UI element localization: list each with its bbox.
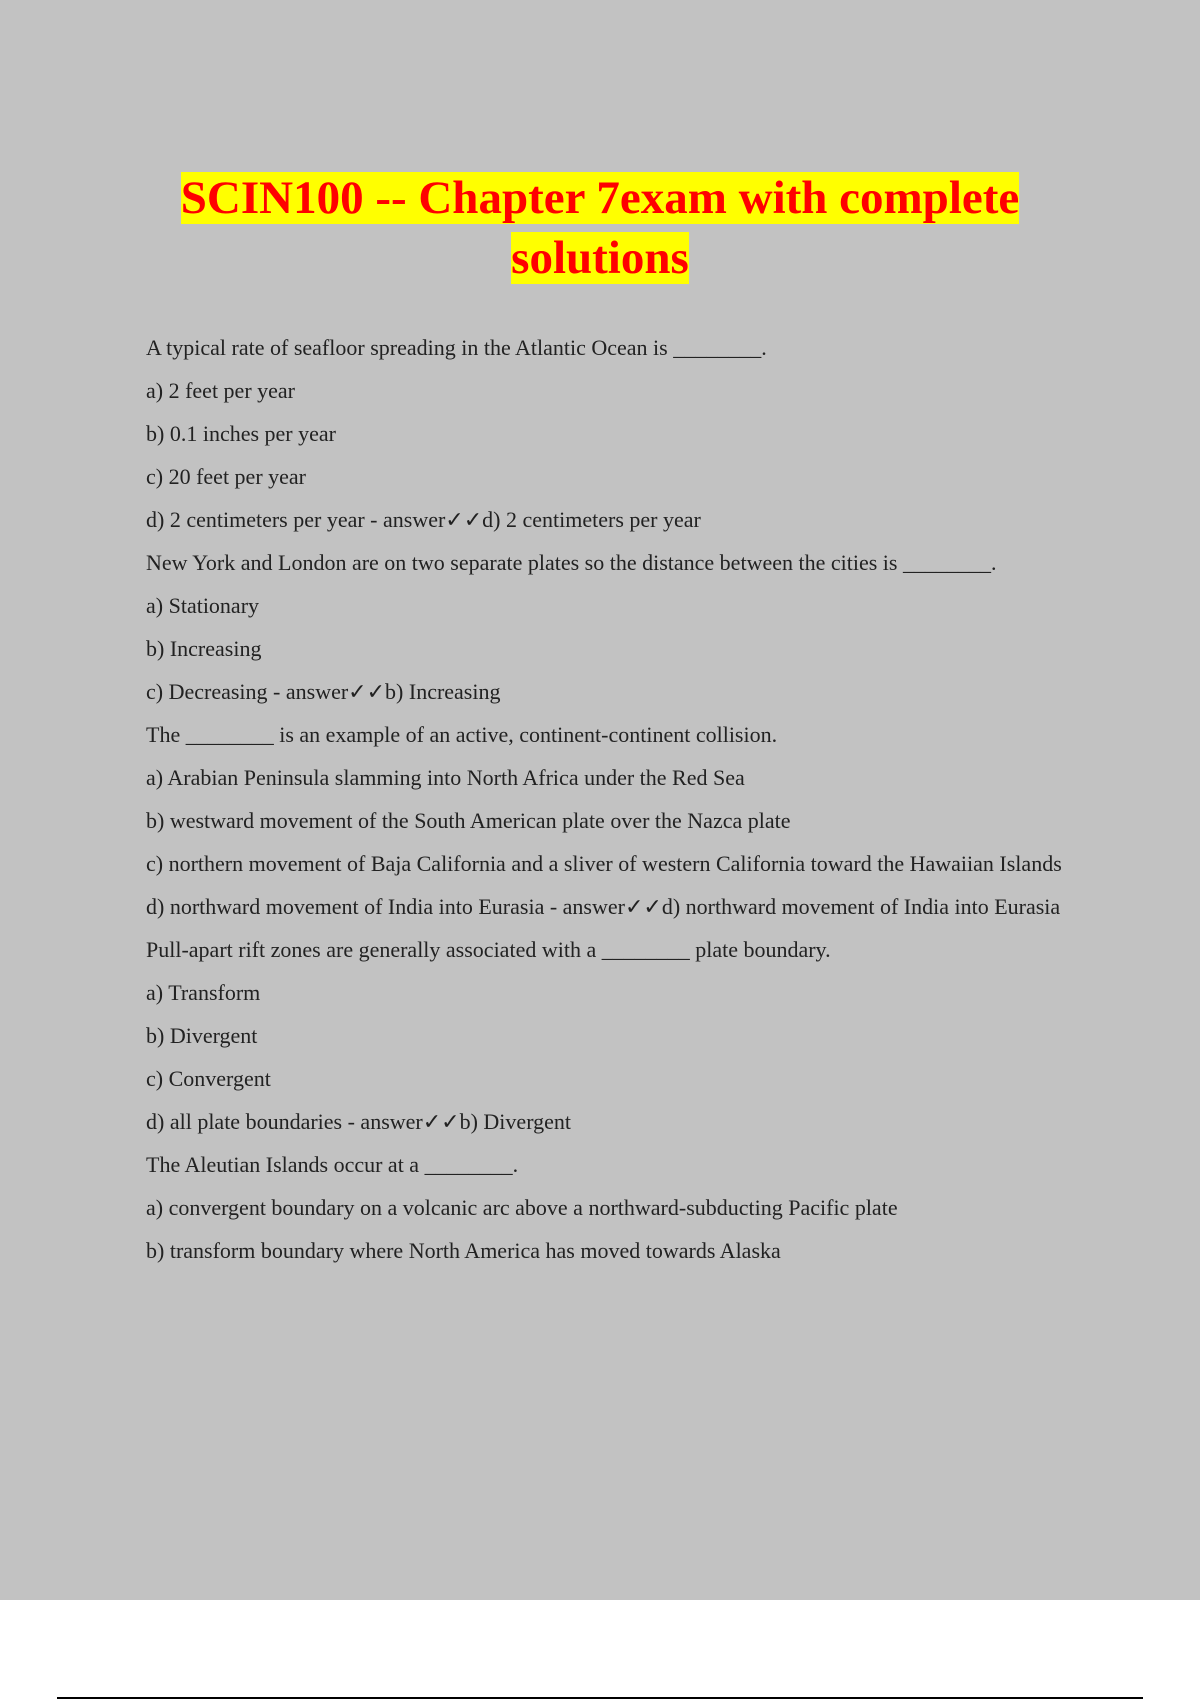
q3-option-c: c) northern movement of Baja California and a sliver of western California toward the Hawaiian Islands <box>146 851 1062 876</box>
question-5: The Aleutian Islands occur at a ________. <box>146 1152 519 1177</box>
question-1: A typical rate of seafloor spreading in the Atlantic Ocean is ________. <box>146 335 767 360</box>
q4-option-b: b) Divergent <box>146 1023 258 1048</box>
q4-option-a: a) Transform <box>146 980 261 1005</box>
question-4: Pull-apart rift zones are generally associated with a ________ plate boundary. <box>146 937 831 962</box>
q5-option-a: a) convergent boundary on a volcanic arc above a northward-subducting Pacific plate <box>146 1195 898 1220</box>
q1-option-c: c) 20 feet per year <box>146 464 307 489</box>
q5-option-b: b) transform boundary where North America has moved towards Alaska <box>146 1238 781 1263</box>
document-title <box>0 168 1200 288</box>
q1-option-b: b) 0.1 inches per year <box>146 421 336 446</box>
title-line-1: SCIN100 -- Chapter 7exam with complete <box>180 172 1020 224</box>
q2-option-b: b) Increasing <box>146 636 262 661</box>
q2-option-c-answer: c) Decreasing - answer✓✓b) Increasing <box>146 679 501 704</box>
page-bottom-rule <box>57 1697 1143 1699</box>
title-line-2: solutions <box>511 232 689 284</box>
q3-option-b: b) westward movement of the South American plate over the Nazca plate <box>146 808 791 833</box>
q4-option-c: c) Convergent <box>146 1066 271 1091</box>
q4-option-d-answer: d) all plate boundaries - answer✓✓b) Divergent <box>146 1109 571 1134</box>
q3-option-d-answer: d) northward movement of India into Eurasia - answer✓✓d) northward movement of India into Eurasia <box>146 894 1061 919</box>
q2-option-a: a) Stationary <box>146 593 260 618</box>
question-2: New York and London are on two separate plates so the distance between the cities is ________. <box>146 550 997 575</box>
q1-option-d-answer: d) 2 centimeters per year - answer✓✓d) 2 centimeters per year <box>146 507 701 532</box>
document-body <box>146 333 1096 1279</box>
q3-option-a: a) Arabian Peninsula slamming into North Africa under the Red Sea <box>146 765 745 790</box>
question-3: The ________ is an example of an active, continent-continent collision. <box>146 722 778 747</box>
q1-option-a: a) 2 feet per year <box>146 378 296 403</box>
